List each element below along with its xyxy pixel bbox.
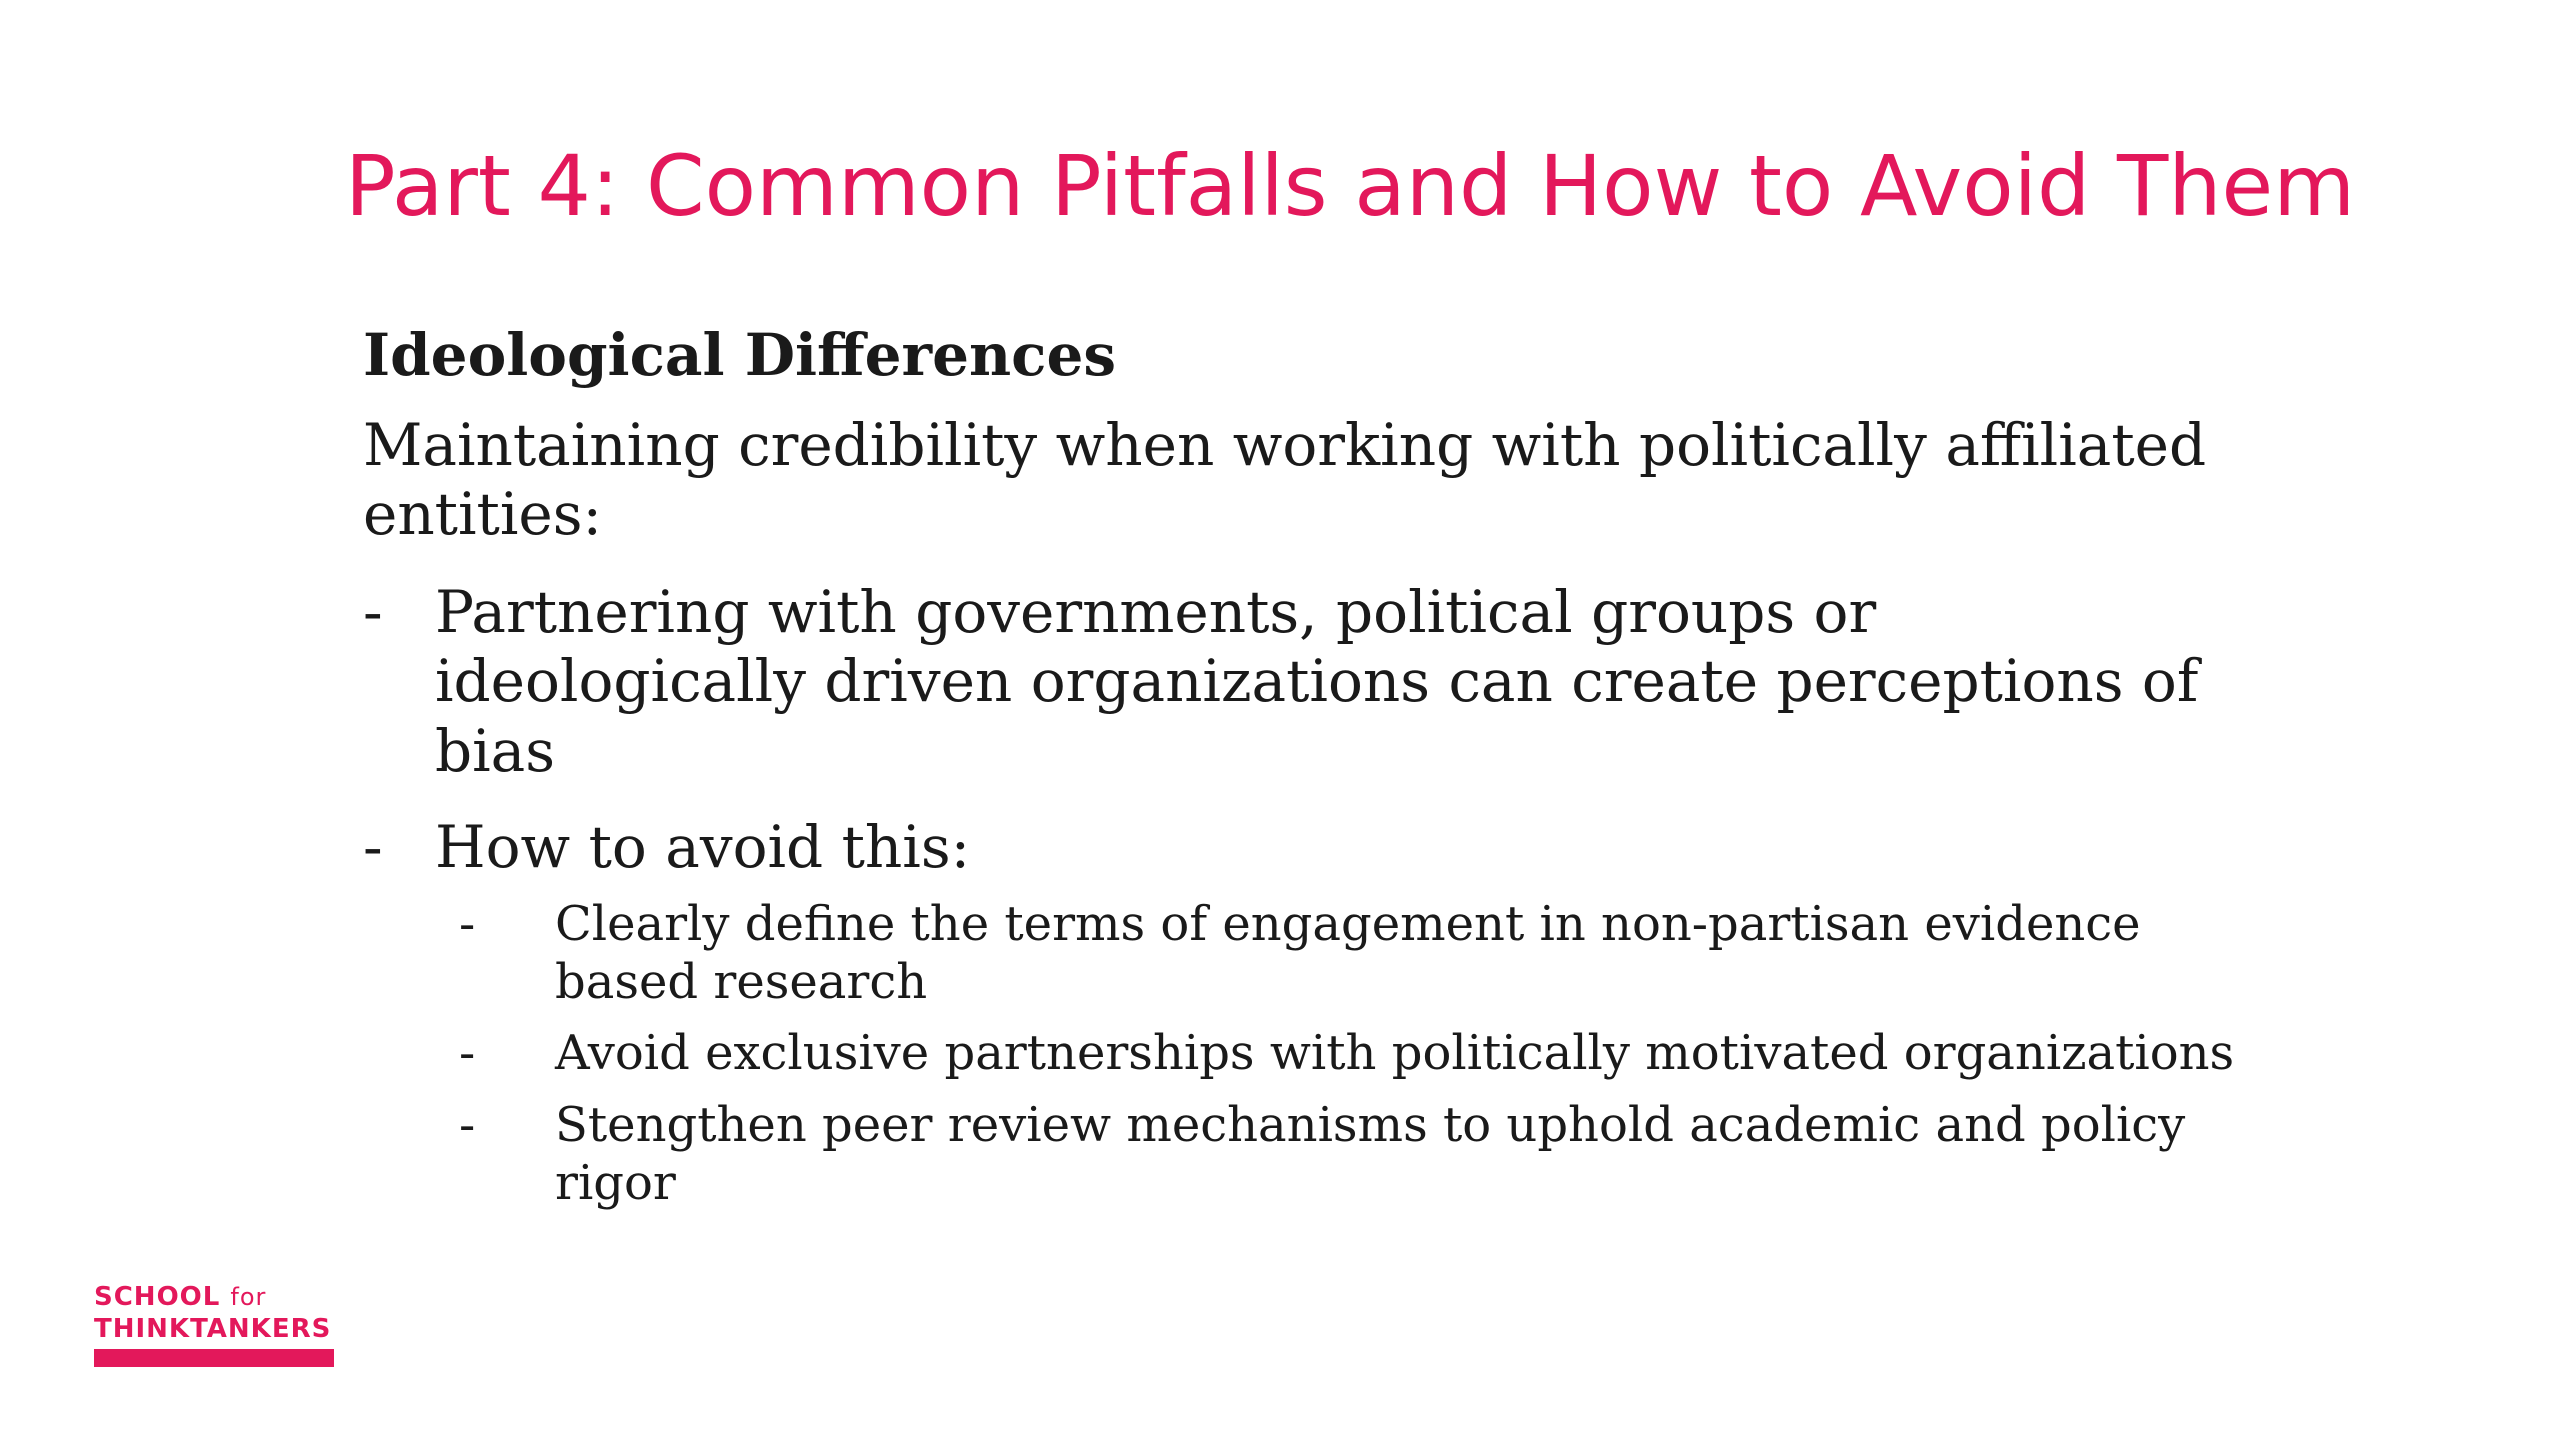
sub-bullet-item <box>459 1025 2263 1083</box>
bullet-item <box>363 578 2263 787</box>
bullet-list <box>363 578 2263 1212</box>
slide-content <box>363 322 2263 1238</box>
school-for-thinktankers-logo <box>94 1282 339 1367</box>
logo-word-school: SCHOOL <box>94 1282 221 1312</box>
sub-bullet-item <box>459 1097 2263 1212</box>
section-heading: Ideological Differences <box>363 321 1117 389</box>
sub-bullet-text: Avoid exclusive partnerships with politically motivated organizations <box>555 1025 2235 1082</box>
intro-text: Maintaining credibility when working with politically affiliated entities: <box>363 410 2207 549</box>
bullet-item <box>363 813 2263 1213</box>
sub-bullet-text: Clearly define the terms of engagement in non-partisan evidence based research <box>555 896 2141 1010</box>
sub-bullet-marker: - <box>459 896 476 953</box>
slide-title: Part 4: Common Pitfalls and How to Avoid Them <box>345 137 2356 235</box>
bullet-text: How to avoid this: <box>435 812 971 881</box>
sub-bullet-marker: - <box>459 1025 476 1082</box>
bullet-text: Partnering with governments, political groups or ideologically driven organizations can create perceptions of bias <box>435 577 2199 786</box>
logo-underline-bar <box>94 1349 334 1367</box>
sub-bullet-text: Stengthen peer review mechanisms to uphold academic and policy rigor <box>555 1097 2186 1211</box>
logo-line-1 <box>94 1282 339 1314</box>
bullet-marker: - <box>363 577 383 646</box>
logo-word-for: for <box>230 1283 267 1311</box>
logo-line-2: THINKTANKERS <box>94 1313 332 1344</box>
sub-bullet-item <box>459 896 2263 1011</box>
bullet-marker: - <box>363 812 383 881</box>
sub-bullet-marker: - <box>459 1097 476 1154</box>
sub-bullet-list <box>459 896 2263 1212</box>
